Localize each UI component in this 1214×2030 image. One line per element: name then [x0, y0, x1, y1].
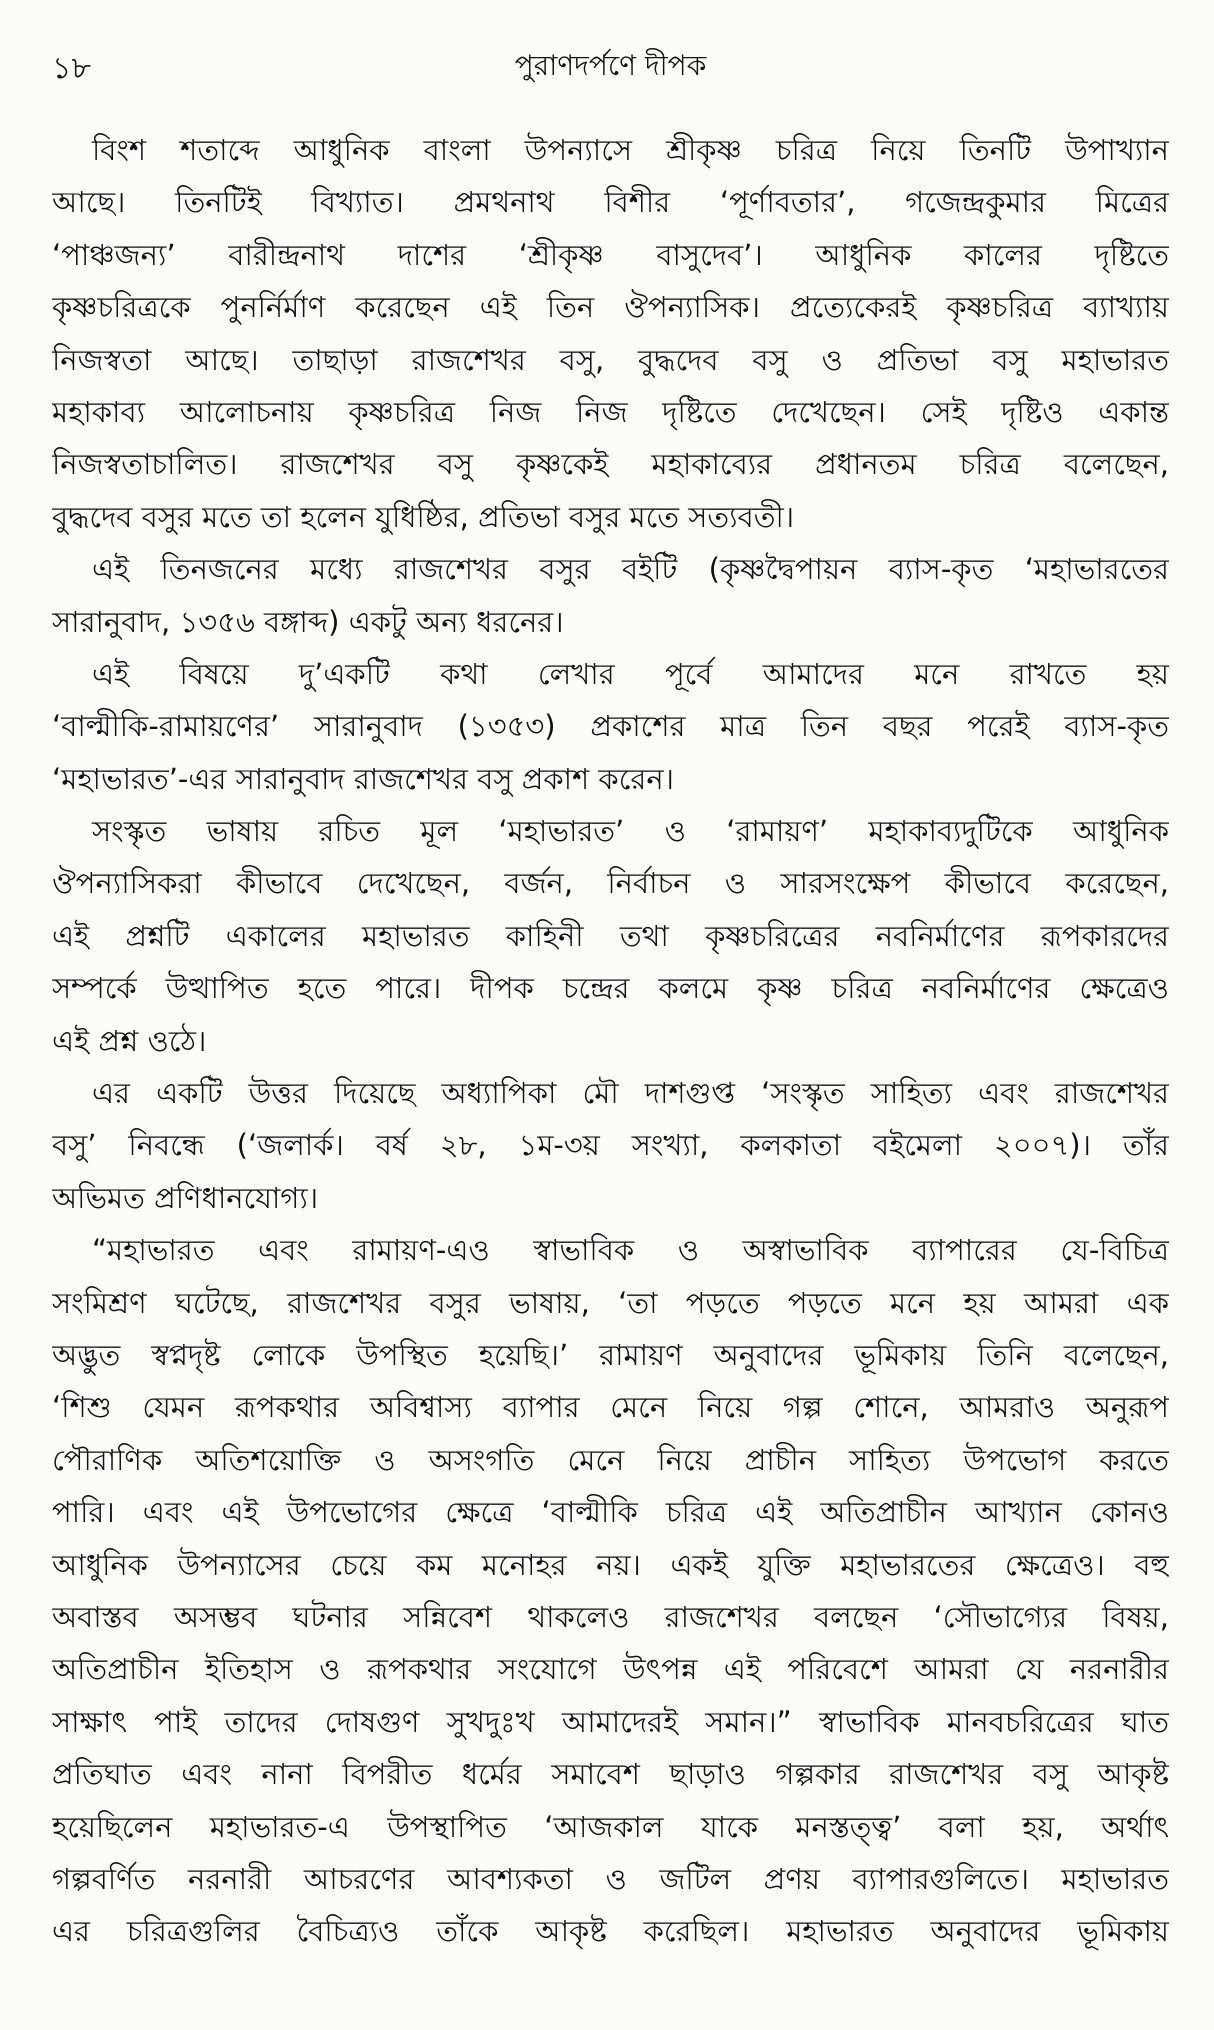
text-line: এই তিনজনের মধ্যে রাজশেখর বসুর বইটি (কৃষ্ণদ্বৈপায়ন ব্যাস-কৃত ‘মহাভারতের	[92, 552, 1169, 587]
text-line: বুদ্ধদেব বসুর মতে তা হলেন যুধিষ্ঠির, প্রতিভা বসুর মতে সত্যবতী।	[52, 499, 795, 534]
text-line: নিজস্বতা আছে। তাছাড়া রাজশেখর বসু, বুদ্ধদেব বসু ও প্রতিভা বসু মহাভারত	[52, 342, 1169, 377]
text-line: সংমিশ্রণ ঘটেছে, রাজশেখর বসুর ভাষায়, ‘তা পড়তে পড়তে মনে হয় আমরা এক	[52, 1285, 1169, 1320]
text-line: সাক্ষাৎ পাই তাদের দোষগুণ সুখদুঃখ আমাদেরই সমান।” স্বাভাবিক মানবচরিত্রের ঘাত	[52, 1704, 1169, 1739]
text-line: “মহাভারত এবং রামায়ণ-এও স্বাভাবিক ও অস্বাভাবিক ব্যাপারের যে-বিচিত্র	[92, 1233, 1169, 1268]
text-line: গল্পবর্ণিত নরনারী আচরণের আবশ্যকতা ও জটিল প্রণয় ব্যাপারগুলিতে। মহাভারত	[52, 1861, 1169, 1896]
text-line: এর চরিত্রগুলির বৈচিত্র্যও তাঁকে আকৃষ্ট করেছিল। মহাভারত অনুবাদের ভূমিকায়	[52, 1914, 1169, 1949]
running-title: পুরাণদর্পণে দীপক	[514, 49, 707, 82]
text-line: অবাস্তব অসম্ভব ঘটনার সন্নিবেশ থাকলেও রাজশেখর বলছেন ‘সৌভাগ্যের বিষয়,	[52, 1599, 1169, 1634]
text-line: পারি। এবং এই উপভোগের ক্ষেত্রে ‘বাল্মীকি চরিত্র এই অতিপ্রাচীন আখ্যান কোনও	[52, 1495, 1169, 1530]
text-line: অদ্ভুত স্বপ্নদৃষ্ট লোকে উপস্থিত হয়েছি।’ রামায়ণ অনুবাদের ভূমিকায় তিনি বলেছেন,	[52, 1337, 1169, 1372]
paragraph	[52, 124, 1169, 543]
text-line: অভিমত প্রণিধানযোগ্য।	[52, 1180, 319, 1215]
text-line: সারানুবাদ, ১৩৫৬ বঙ্গাব্দ) একটু অন্য ধরনের।	[52, 604, 564, 639]
page-number: ১৮	[52, 51, 91, 86]
text-line: এই প্রশ্ন ওঠে।	[52, 1023, 207, 1058]
text-line: ‘বাল্মীকি-রামায়ণের’ সারানুবাদ (১৩৫৩) প্রকাশের মাত্র তিন বছর পরেই ব্যাস-কৃত	[52, 709, 1169, 744]
body-text	[52, 124, 1169, 1958]
paragraph	[52, 543, 1169, 648]
text-line: ‘পাঞ্চজন্য’ বারীন্দ্রনাথ দাশের ‘শ্রীকৃষ্ণ বাসুদেব’। আধুনিক কালের দৃষ্টিতে	[52, 237, 1169, 272]
text-line: সংস্কৃত ভাষায় রচিত মূল ‘মহাভারত’ ও ‘রামায়ণ’ মহাকাব্যদুটিকে আধুনিক	[92, 814, 1169, 849]
text-line: নিজস্বতাচালিত। রাজশেখর বসু কৃষ্ণকেই মহাকাব্যের প্রধানতম চরিত্র বলেছেন,	[52, 447, 1169, 482]
text-line: কৃষ্ণচরিত্রকে পুনর্নির্মাণ করেছেন এই তিন ঔপন্যাসিক। প্রত্যেকেরই কৃষ্ণচরিত্র ব্যাখ্যায়	[52, 290, 1169, 325]
paragraph	[52, 648, 1169, 805]
text-line: বিংশ শতাব্দে আধুনিক বাংলা উপন্যাসে শ্রীকৃষ্ণ চরিত্র নিয়ে তিনটি উপাখ্যান	[92, 133, 1169, 167]
text-line: আছে। তিনটিই বিখ্যাত। প্রমথনাথ বিশীর ‘পূর্ণাবতার’, গজেন্দ্রকুমার মিত্রের	[52, 185, 1169, 220]
paragraph	[52, 1067, 1169, 1224]
text-line: হয়েছিলেন মহাভারত-এ উপস্থাপিত ‘আজকাল যাকে মনস্তত্ত্ব’ বলা হয়, অর্থাৎ	[52, 1809, 1169, 1844]
text-line: এর একটি উত্তর দিয়েছে অধ্যাপিকা মৌ দাশগুপ্ত ‘সংস্কৃত সাহিত্য এবং রাজশেখর	[92, 1076, 1169, 1111]
text-line: এই প্রশ্নটি একালের মহাভারত কাহিনী তথা কৃষ্ণচরিত্রের নবনির্মাণের রূপকারদের	[52, 918, 1169, 953]
paragraph	[52, 805, 1169, 1067]
text-line: মহাকাব্য আলোচনায় কৃষ্ণচরিত্র নিজ নিজ দৃষ্টিতে দেখেছেন। সেই দৃষ্টিও একান্ত	[52, 394, 1169, 429]
text-line: ‘শিশু যেমন রূপকথার অবিশ্বাস্য ব্যাপার মেনে নিয়ে গল্প শোনে, আমরাও অনুরূপ	[52, 1390, 1169, 1425]
running-header	[52, 44, 1169, 88]
paragraph	[52, 1224, 1169, 1957]
text-line: আধুনিক উপন্যাসের চেয়ে কম মনোহর নয়। একই যুক্তি মহাভারতের ক্ষেত্রেও। বহু	[52, 1547, 1169, 1582]
text-line: সম্পর্কে উত্থাপিত হতে পারে। দীপক চন্দ্রের কলমে কৃষ্ণ চরিত্র নবনির্মাণের ক্ষেত্রেও	[52, 971, 1169, 1006]
text-line: ‘মহাভারত’-এর সারানুবাদ রাজশেখর বসু প্রকাশ করেন।	[52, 761, 674, 796]
text-line: পৌরাণিক অতিশয়োক্তি ও অসংগতি মেনে নিয়ে প্রাচীন সাহিত্য উপভোগ করতে	[52, 1442, 1169, 1477]
text-line: অতিপ্রাচীন ইতিহাস ও রূপকথার সংযোগে উৎপন্ন এই পরিবেশে আমরা যে নরনারীর	[52, 1652, 1169, 1687]
text-line: প্রতিঘাত এবং নানা বিপরীত ধর্মের সমাবেশ ছাড়াও গল্পকার রাজশেখর বসু আকৃষ্ট	[52, 1757, 1169, 1792]
text-line: ঔপন্যাসিকরা কীভাবে দেখেছেন, বর্জন, নির্বাচন ও সারসংক্ষেপ কীভাবে করেছেন,	[52, 866, 1169, 901]
text-line: বসু’ নিবন্ধে (‘জলার্ক। বর্ষ ২৮, ১ম-৩য় সংখ্যা, কলকাতা বইমেলা ২০০৭)। তাঁর	[52, 1128, 1169, 1163]
text-line: এই বিষয়ে দু’একটি কথা লেখার পূর্বে আমাদের মনে রাখতে হয়	[92, 656, 1169, 691]
